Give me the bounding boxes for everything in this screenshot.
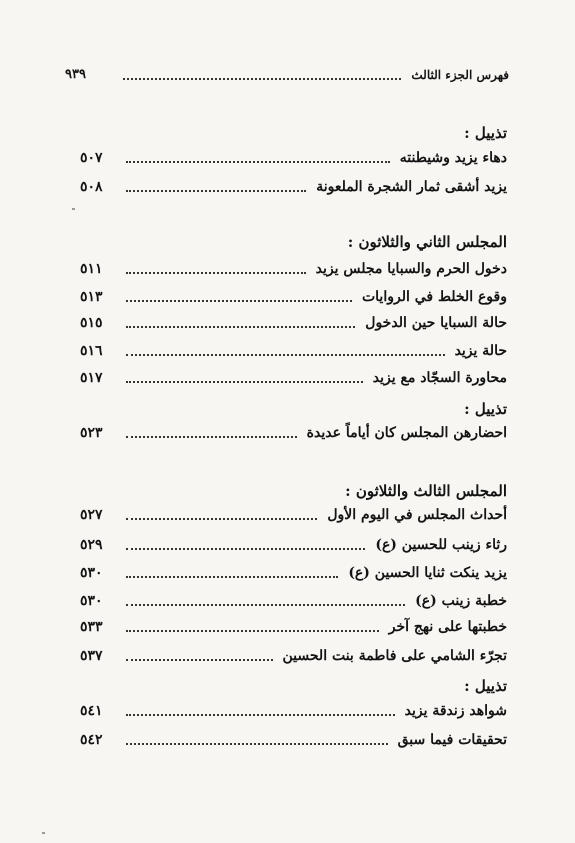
toc-entry[interactable] — [80, 174, 507, 196]
entry-title: أحداث المجلس في اليوم الأول — [327, 507, 507, 523]
toc-entry[interactable] — [80, 588, 507, 610]
entry-page: ٥٤٢ — [80, 732, 103, 748]
entry-title: يزيد ينكت ثنايا الحسين (ع) — [348, 565, 507, 581]
section-heading: تذييل : — [464, 677, 507, 695]
entry-title: حالة السبايا حين الدخول — [365, 315, 507, 331]
dot-leader — [126, 190, 306, 192]
dot-leader — [126, 576, 338, 578]
toc-entry[interactable] — [80, 365, 507, 387]
toc-entry[interactable] — [80, 643, 507, 665]
entry-title: يزيد أشقى ثمار الشجرة الملعونة — [316, 179, 507, 195]
entry-page: ٥٠٧ — [80, 150, 103, 166]
dot-leader — [126, 326, 355, 328]
entry-title: دخول الحرم والسبايا مجلس يزيد — [315, 261, 507, 277]
section-heading: المجلس الثاني والثلاثون : — [347, 233, 507, 251]
dot-leader — [126, 518, 317, 520]
entry-title: وقوع الخلط في الروايات — [361, 289, 507, 305]
entry-page: ٥١١ — [80, 261, 103, 277]
scan-speck — [42, 832, 45, 834]
dot-leader — [126, 659, 273, 661]
entry-title: خطبة زينب (ع) — [415, 593, 507, 609]
entry-page: ٥١٥ — [80, 315, 103, 331]
section-heading: تذييل : — [464, 400, 507, 418]
toc-entry[interactable] — [80, 284, 507, 306]
toc-entry[interactable] — [80, 256, 507, 278]
dot-leader — [123, 78, 401, 80]
entry-page: ٥١٧ — [80, 370, 103, 386]
toc-entry[interactable] — [80, 420, 507, 442]
entry-page: ٥٣٧ — [80, 648, 103, 664]
dot-leader — [126, 630, 379, 632]
entry-page: ٥٢٣ — [80, 425, 103, 441]
entry-title: احضارهن المجلس كان أياماً عديدة — [306, 425, 507, 441]
entry-page: ٥٢٧ — [80, 507, 103, 523]
section-heading: تذييل : — [464, 124, 507, 142]
toc-entry[interactable] — [80, 698, 507, 720]
entry-page: ٥٤١ — [80, 703, 103, 719]
entry-page: ٥٣٠ — [80, 565, 103, 581]
toc-entry[interactable] — [80, 614, 507, 636]
running-header — [65, 62, 509, 84]
toc-entry[interactable] — [80, 145, 507, 167]
toc-entry[interactable] — [80, 310, 507, 332]
toc-entry[interactable] — [80, 532, 507, 554]
section-heading: المجلس الثالث والثلاثون : — [345, 482, 507, 500]
entry-page: ٥٣٠ — [80, 593, 103, 609]
entry-title: تحقيقات فيما سبق — [397, 732, 507, 748]
toc-entry[interactable] — [80, 502, 507, 524]
entry-title: محاورة السجّاد مع يزيد — [372, 370, 507, 386]
dot-leader — [126, 300, 352, 302]
entry-title: تجرّء الشامي على فاطمة بنت الحسين — [282, 648, 507, 664]
entry-title: دهاء يزيد وشيطنته — [399, 150, 507, 166]
entry-title: خطبتها على نهج آخر — [388, 619, 507, 635]
dot-leader — [126, 354, 445, 356]
dot-leader — [126, 272, 306, 274]
entry-page: ٥١٣ — [80, 289, 103, 305]
toc-entry[interactable] — [80, 560, 507, 582]
scan-speck — [72, 208, 75, 210]
entry-title: شواهد زندقة يزيد — [404, 703, 507, 719]
dot-leader — [126, 548, 365, 550]
toc-entry[interactable] — [80, 727, 507, 749]
entry-page: ٥١٦ — [80, 343, 103, 359]
dot-leader — [126, 714, 395, 716]
entry-page: ٥٣٣ — [80, 619, 103, 635]
header-page-number: ٩٣٩ — [65, 67, 86, 82]
entry-title: رثاء زينب للحسين (ع) — [375, 537, 507, 553]
dot-leader — [126, 161, 390, 163]
dot-leader — [126, 604, 405, 606]
dot-leader — [126, 381, 363, 383]
entry-title: حالة يزيد — [454, 343, 507, 359]
toc-entry[interactable] — [80, 338, 507, 360]
dot-leader — [126, 743, 388, 745]
dot-leader — [126, 436, 297, 438]
header-title: فهرس الجزء الثالث — [411, 68, 509, 82]
entry-page: ٥٠٨ — [80, 179, 103, 195]
entry-page: ٥٢٩ — [80, 537, 103, 553]
